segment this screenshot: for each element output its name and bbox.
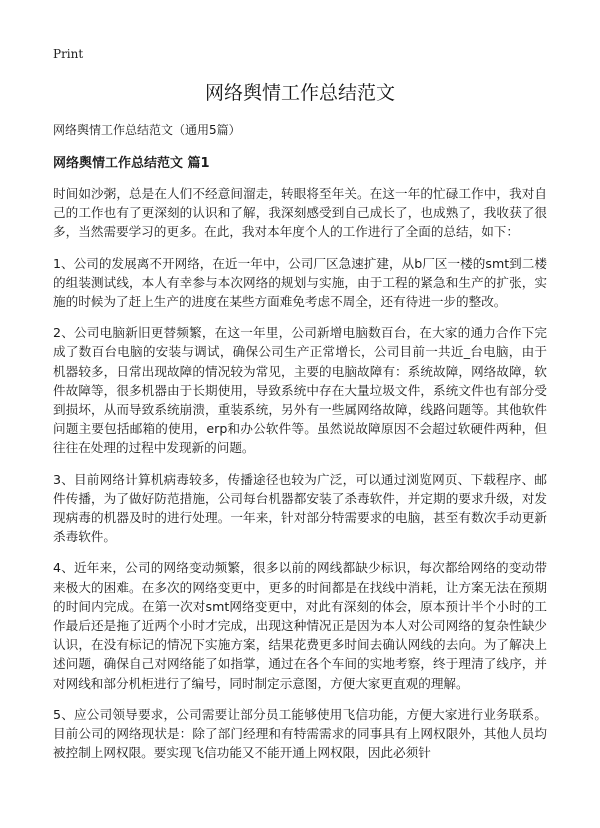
paragraph-item-5: 5、应公司领导要求，公司需要让部分员工能够使用飞信功能，方便大家进行业务联系。目前公司的网络现状是：除了部门经理和有特需需求的同事具有上网权限外，其他人员均被控制上网权限。要实现飞信功能又不能开通上网权限，因此必须针 (53, 706, 547, 761)
paragraph-item-4: 4、近年来，公司的网络变动频繁，很多以前的网线都缺少标识，每次都给网络的变动带来极大的困难。在多次的网络变更中，更多的时间都是在找线中消耗，让方案无法在预期的时间内完成。在第一次对smt网络变更中，对此有深刻的体会，原本预计半个小时的工作最后还是拖了近两个小时才完成，出现这种情况正是因为本人对公司网络的复杂性缺少认识，在没有标记的情况下实施方案，结果花费更多时间去确认网线的去向。为了解决上述问题，确保自己对网络能了如指掌，通过在各个车间的实地考察，终于理清了线序，并对网线和部分机柜进行了编号，同时制定示意图，方便大家更直观的理解。 (53, 560, 547, 691)
paragraph-item-2: 2、公司电脑新旧更替频繁，在这一年里，公司新增电脑数百台，在大家的通力合作下完成了数百台电脑的安装与调试，确保公司生产正常增长，公司目前一共近_台电脑，由于机器较多，日常出现故障的情况较为常见，主要的电脑故障有：系统故障，网络故障，软件故障等，很多机器由于长期使用，导致系统中存在大量垃圾文件，系统文件也有部分受到损坏，从而导致系统崩溃，重装系统，另外有一些属网络故障，线路问题等。其他软件问题主要包括邮箱的使用，erp和办公软件等。虽然说故障原因不会超过软硬件两种，但往往在处理的过程中发现新的问题。 (53, 325, 547, 456)
paragraph-item-3: 3、目前网络计算机病毒较多，传播途径也较为广泛，可以通过浏览网页、下载程序、邮件传播，为了做好防范措施，公司每台机器都安装了杀毒软件，并定期的要求升级，对发现病毒的机器及时的进行处理。一年来，针对部分特需要求的电脑，甚至有数次手动更新杀毒软件。 (53, 471, 547, 545)
page-title: 网络舆情工作总结范文 (204, 82, 395, 104)
document-subtitle: 网络舆情工作总结范文（通用5篇） (53, 123, 241, 137)
paragraph-intro: 时间如沙粥，总是在人们不经意间溜走，转眼将至年关。在这一年的忙碌工作中，我对自己的工作也有了更深刻的认识和了解，我深刻感受到自己成长了，也成熟了，我收获了很多，当然需要学习的更多。在此，我对本年度个人的工作进行了全面的总结，如下： (53, 186, 547, 240)
section-heading: 网络舆情工作总结范文 篇1 (53, 156, 210, 171)
paragraph-item-1: 1、公司的发展离不开网络，在近一年中，公司厂区急速扩建，从b厂区一楼的smt到二楼的组装测试线，本人有幸参与本次网络的规划与实施，由于工程的紧急和生产的扩张，实施的时候为了赶上生产的进度在某些方面难免考虑不周全，还有待进一步的整改。 (53, 255, 547, 310)
print-label: Print (53, 47, 84, 61)
